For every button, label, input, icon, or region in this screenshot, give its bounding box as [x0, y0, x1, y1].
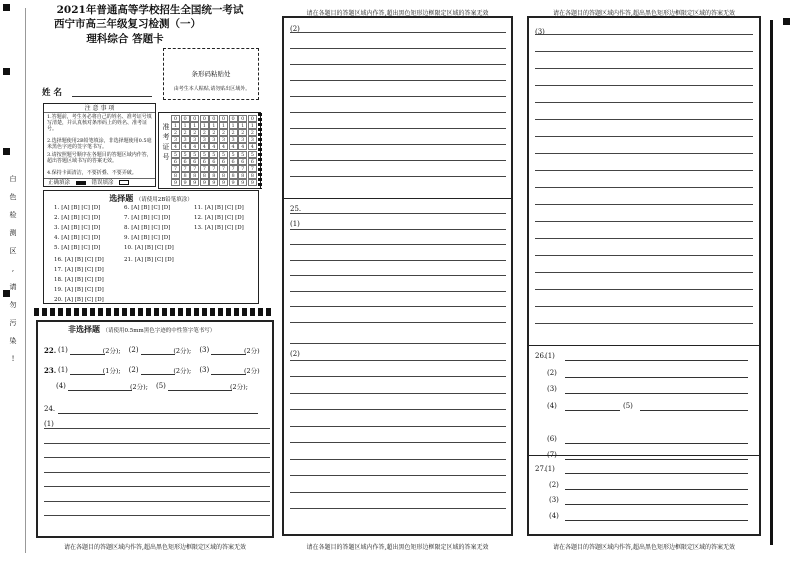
id-digit-bubble[interactable]: 8	[248, 172, 257, 179]
id-digit-bubble[interactable]: 1	[219, 122, 228, 129]
answer-line[interactable]	[535, 68, 753, 69]
answer-line[interactable]	[290, 343, 506, 344]
choice-section: 选择题 （请使用2B铅笔填涂） 1. [A] [B] [C] [D] 6. [A] [B] [C] [D] 11. [A] [B] [C] [D] 2. [A] [B] [C] [D] 7. [A] [B] [C] [D] 12. [A] [B] [C] [D] 3. [A] [B] [C] [D] 8. [A] [B] [C] [D] 13. [A] [B] [C] [D] 4. [A] [B] [C] [D] 9. [A] [B] [C] [D] 5. [A] [B] [C] [D] 10. [A] [B] [C] [D] 16. [A] [B] [C] [D] 21. [A] [B] [C] [D] 17. [A] [B] [C] [D] 18. [A] [B] [C] [D] 19. [A] [B] [C] [D] 20. [A] [B] [C] [D]	[43, 190, 259, 304]
answer-line[interactable]	[290, 96, 506, 97]
score-label: (2分)	[244, 367, 260, 375]
id-digit-bubble[interactable]: 9	[248, 179, 257, 186]
answer-line[interactable]	[290, 306, 506, 307]
part-label: (1)	[545, 352, 555, 360]
answer-line[interactable]	[44, 515, 270, 516]
mid-answer-box: (2) 25. (1) (2)	[282, 16, 513, 536]
answer-line[interactable]	[44, 428, 270, 429]
id-digit-bubble[interactable]: 6	[190, 158, 199, 165]
empty-mark-icon	[119, 180, 129, 185]
choice-item[interactable]: 16. [A] [B] [C] [D]	[54, 257, 104, 263]
blank-field[interactable]	[141, 374, 176, 375]
id-digit-bubble[interactable]: 4	[209, 143, 218, 150]
score-label: (2分);	[173, 347, 192, 355]
header-note-right: 请在各题目的答题区域内作答,超出黑色矩形边框限定区域的答案无效	[553, 10, 735, 17]
exam-title: 2021年普通高等学校招生全国统一考试	[56, 4, 244, 16]
choice-item[interactable]: 18. [A] [B] [C] [D]	[54, 277, 104, 283]
id-digit-bubble[interactable]: 4	[248, 143, 257, 150]
strip-divider	[25, 8, 26, 553]
id-digit-bubble[interactable]: 4	[190, 143, 199, 150]
blank-field[interactable]	[565, 504, 748, 505]
id-digit-bubble[interactable]: 8	[219, 172, 228, 179]
choice-item[interactable]: 9. [A] [B] [C] [D]	[124, 235, 171, 241]
part-label: (2)	[128, 366, 139, 374]
choice-item[interactable]: 11. [A] [B] [C] [D]	[194, 205, 244, 211]
answer-line[interactable]	[290, 128, 506, 129]
answer-line[interactable]	[535, 153, 753, 154]
id-digit-bubble[interactable]: 2	[209, 129, 218, 136]
id-digit-bubble[interactable]: 9	[200, 179, 209, 186]
exam-id-grid: 准考证号 0 1 2 3 4 5 6 7 8 9 0 1 2 3 4 5 6 7 8 9 0 1 2 3 4 5 6 7 8 9 0 1 2 3 4 5 6 7 8 9 0 1 2 3 4 5 6 7 8 9 0 1 2 3 4 5 6 7 8 9 0 1 2 3 4 5 6 7 8 9 0 1 2 3 4 5 6 7 8 9 0 1 2 3 4 5 6 7 8 9	[158, 112, 261, 189]
question-number: 23.	[44, 366, 57, 375]
answer-line[interactable]	[535, 238, 753, 239]
choice-item[interactable]: 17. [A] [B] [C] [D]	[54, 267, 104, 273]
q23b-row	[56, 382, 256, 392]
exam-subtitle: 西宁市高三年级复习检测（一）	[54, 18, 201, 30]
blank-field[interactable]	[70, 374, 105, 375]
blank-field[interactable]	[565, 377, 748, 378]
id-digit-bubble[interactable]: 7	[248, 165, 257, 172]
id-digit-bubble[interactable]: 1	[171, 122, 180, 129]
part-label: (3)	[549, 496, 559, 504]
id-digit-bubble[interactable]: 4	[219, 143, 228, 150]
blank-field[interactable]	[640, 410, 748, 411]
answer-line[interactable]	[535, 34, 753, 35]
q24-sub: (1)	[44, 420, 54, 428]
notice-item: 2.选择题使用2B铅笔填涂，非选择题使用0.5毫米黑色字迹的签字笔书写。	[47, 138, 152, 150]
blank-field[interactable]	[70, 354, 105, 355]
answer-line[interactable]	[290, 376, 506, 377]
alignment-mark	[3, 4, 10, 11]
part-label: (3)	[199, 366, 210, 374]
id-digit-bubble[interactable]: 1	[209, 122, 218, 129]
answer-line[interactable]	[535, 255, 753, 256]
id-digit-bubble[interactable]: 6	[229, 158, 238, 165]
separator-bar	[34, 308, 274, 316]
answer-line[interactable]	[535, 85, 753, 86]
answer-line[interactable]	[290, 32, 506, 33]
blank-field[interactable]	[211, 374, 246, 375]
blank-field[interactable]	[565, 473, 748, 474]
timing-marks	[258, 113, 262, 189]
blank-field[interactable]	[565, 360, 748, 361]
id-digit-bubble[interactable]: 9	[219, 179, 228, 186]
id-digit-bubble[interactable]: 8	[190, 172, 199, 179]
answer-line[interactable]	[290, 393, 506, 394]
id-digit-bubble[interactable]: 5	[190, 151, 199, 158]
answer-line[interactable]	[290, 508, 506, 509]
answer-line[interactable]	[535, 187, 753, 188]
answer-line[interactable]	[44, 501, 270, 502]
answer-line[interactable]	[290, 160, 506, 161]
id-digit-bubble[interactable]: 2	[171, 129, 180, 136]
id-digit-bubble[interactable]: 9	[171, 179, 180, 186]
part-label: (7)	[547, 451, 557, 459]
id-digit-bubble[interactable]: 3	[248, 136, 257, 143]
q24-answer-lines[interactable]	[44, 428, 270, 532]
choice-item[interactable]: 4. [A] [B] [C] [D]	[54, 235, 101, 241]
blank-field[interactable]	[141, 354, 176, 355]
blank-field[interactable]	[565, 443, 748, 444]
id-digit-bubble[interactable]: 5	[229, 151, 238, 158]
score-label: (1分);	[102, 367, 121, 375]
id-digit-bubble[interactable]: 7	[190, 165, 199, 172]
barcode-area: 条形码粘贴处 由考生本人粘贴,请勿贴出区域外。	[163, 48, 259, 100]
q27-parts	[535, 465, 753, 535]
answer-line[interactable]	[535, 323, 753, 324]
id-digit-bubble[interactable]: 6	[171, 158, 180, 165]
choice-item[interactable]: 5. [A] [B] [C] [D]	[54, 245, 101, 251]
answer-line[interactable]	[535, 51, 753, 52]
answer-line[interactable]	[290, 260, 506, 261]
answer-line[interactable]	[290, 459, 506, 460]
answer-line[interactable]	[535, 204, 753, 205]
answer-line[interactable]	[290, 426, 506, 427]
notice-item: 3.请按照题号顺序在各题目的答题区域内作答，超出答题区域书写的答案无效。	[47, 152, 152, 164]
answer-line[interactable]	[290, 144, 506, 145]
name-label: 姓 名	[42, 88, 62, 98]
id-digit-bubble[interactable]: 8	[229, 172, 238, 179]
choice-item[interactable]: 2. [A] [B] [C] [D]	[54, 215, 101, 221]
answer-line[interactable]	[535, 272, 753, 273]
right-edge-bar	[770, 20, 773, 545]
id-digit-bubble[interactable]: 1	[200, 122, 209, 129]
answer-line[interactable]	[535, 306, 753, 307]
blank-field[interactable]	[565, 520, 748, 521]
score-label: (2分);	[102, 347, 121, 355]
id-digit-bubble[interactable]: 3	[190, 136, 199, 143]
part-label: (6)	[547, 434, 557, 443]
id-digit-bubble[interactable]: 8	[171, 172, 180, 179]
header-note-mid: 请在各题目的答题区域内作答,超出黑色矩形边框限定区域的答案无效	[306, 10, 489, 17]
part-label: (1)	[545, 465, 555, 473]
score-label: (2分);	[130, 383, 148, 391]
id-digit-bubble[interactable]: 0	[238, 115, 247, 122]
id-digit-bubble[interactable]: 6	[219, 158, 228, 165]
answer-line[interactable]	[535, 102, 753, 103]
answer-line[interactable]	[290, 213, 506, 214]
id-digit-bubble[interactable]: 1	[238, 122, 247, 129]
q24-number: 24.	[44, 405, 56, 413]
id-digit-bubble[interactable]: 0	[248, 115, 257, 122]
answer-line[interactable]	[290, 409, 506, 410]
answer-line[interactable]	[44, 457, 270, 458]
id-digit-bubble[interactable]: 7	[200, 165, 209, 172]
blank-field[interactable]	[211, 354, 246, 355]
q25-2-lines[interactable]	[290, 343, 506, 533]
notice-item: 1.答题前，考生务必将自己的姓名、准考证号填写清楚，并认真核对条形码上的姓名、准考证号。	[47, 114, 152, 132]
answer-line[interactable]	[535, 119, 753, 120]
id-digit-bubble[interactable]: 2	[181, 129, 190, 136]
alignment-mark	[3, 68, 10, 75]
answer-line[interactable]	[44, 472, 270, 473]
answer-line[interactable]	[535, 170, 753, 171]
id-digit-bubble[interactable]: 1	[190, 122, 199, 129]
answer-line[interactable]	[44, 443, 270, 444]
blank-field[interactable]	[565, 489, 748, 490]
id-digit-bubble[interactable]: 2	[190, 129, 199, 136]
part-label: (5)	[156, 382, 166, 390]
id-digit-bubble[interactable]: 2	[219, 129, 228, 136]
score-label: (2分)	[244, 347, 260, 355]
id-digit-bubble[interactable]: 1	[181, 122, 190, 129]
id-digit-bubble[interactable]: 5	[171, 151, 180, 158]
part-label: (3)	[199, 346, 210, 354]
part-label: (4)	[56, 382, 66, 390]
right-answer-box: (3) 26. (1) (2) (3) (4) (5) (6) (7) 27. (1) (2) (3) (4)	[527, 16, 761, 536]
blank-field[interactable]	[565, 459, 748, 460]
answer-line[interactable]	[290, 244, 506, 245]
choice-item[interactable]: 13. [A] [B] [C] [D]	[194, 225, 244, 231]
mid-top-lines[interactable]	[290, 32, 506, 192]
nonchoice-section: 非选择题 （请使用0.5mm黑色字迹的中性签字笔书写） 22. (1) (2分); (2) (2分); (3) (2分) 23. (1) (1分); (2) (2分); (3) (2分) (4) (2分); (5) (2分); 24. (1)	[36, 320, 274, 538]
part-label: (1)	[58, 346, 68, 354]
answer-line[interactable]	[535, 289, 753, 290]
id-digit-bubble[interactable]: 5	[248, 151, 257, 158]
choice-item[interactable]: 20. [A] [B] [C] [D]	[54, 297, 104, 303]
part-label: (4)	[547, 401, 557, 410]
id-digit-bubble[interactable]: 0	[200, 115, 209, 122]
part-label: (2)	[549, 480, 559, 489]
answer-line[interactable]	[290, 80, 506, 81]
id-digit-bubble[interactable]: 1	[248, 122, 257, 129]
id-digit-bubble[interactable]: 3	[181, 136, 190, 143]
answer-line[interactable]	[290, 48, 506, 49]
id-digit-bubble[interactable]: 9	[229, 179, 238, 186]
id-digit-bubble[interactable]: 5	[200, 151, 209, 158]
blank-field[interactable]	[565, 393, 748, 394]
id-digit-bubble[interactable]: 0	[209, 115, 218, 122]
id-digit-columns[interactable]	[171, 115, 260, 187]
answer-line[interactable]	[290, 291, 506, 292]
choice-item[interactable]: 7. [A] [B] [C] [D]	[124, 215, 171, 221]
id-digit-bubble[interactable]: 4	[181, 143, 190, 150]
right-divider	[529, 345, 759, 346]
id-digit-bubble[interactable]: 7	[229, 165, 238, 172]
id-digit-bubble[interactable]: 3	[200, 136, 209, 143]
id-digit-bubble[interactable]: 7	[181, 165, 190, 172]
choice-item[interactable]: 6. [A] [B] [C] [D]	[124, 205, 171, 211]
id-digit-bubble[interactable]: 1	[229, 122, 238, 129]
id-digit-bubble[interactable]: 3	[209, 136, 218, 143]
choice-item[interactable]: 12. [A] [B] [C] [D]	[194, 215, 244, 221]
id-digit-bubble[interactable]: 8	[181, 172, 190, 179]
id-digit-bubble[interactable]: 9	[209, 179, 218, 186]
id-digit-bubble[interactable]: 4	[229, 143, 238, 150]
id-digit-bubble[interactable]: 7	[238, 165, 247, 172]
score-label: (2分);	[230, 383, 248, 391]
id-digit-bubble[interactable]: 0	[219, 115, 228, 122]
id-digit-bubble[interactable]: 2	[248, 129, 257, 136]
answer-line[interactable]	[44, 486, 270, 487]
id-digit-bubble[interactable]: 3	[238, 136, 247, 143]
part-label: (5)	[623, 401, 633, 410]
id-digit-bubble[interactable]: 3	[229, 136, 238, 143]
choice-item[interactable]: 1. [A] [B] [C] [D]	[54, 205, 101, 211]
id-digit-bubble[interactable]: 6	[238, 158, 247, 165]
blank-field[interactable]	[168, 390, 232, 391]
answer-line[interactable]	[290, 492, 506, 493]
answer-line[interactable]	[290, 112, 506, 113]
question-number: 22.	[44, 346, 57, 355]
filled-mark-icon	[76, 181, 86, 185]
id-digit-bubble[interactable]: 9	[190, 179, 199, 186]
footer-note-left: 请在各题目的答题区域内作答,超出黑色矩形边框限定区域的答案无效	[64, 544, 246, 551]
q23-row	[44, 366, 270, 376]
id-digit-bubble[interactable]: 0	[181, 115, 190, 122]
answer-line[interactable]	[290, 475, 506, 476]
footer-note-right: 请在各题目的答题区域内作答,超出黑色矩形边框限定区域的答案无效	[553, 544, 735, 551]
answer-line[interactable]	[535, 136, 753, 137]
choice-item[interactable]: 8. [A] [B] [C] [D]	[124, 225, 171, 231]
answer-line[interactable]	[290, 360, 506, 361]
id-digit-bubble[interactable]: 3	[171, 136, 180, 143]
answer-line[interactable]	[290, 229, 506, 230]
answer-line[interactable]	[290, 322, 506, 323]
id-digit-bubble[interactable]: 5	[219, 151, 228, 158]
id-digit-bubble[interactable]: 7	[219, 165, 228, 172]
blank-field[interactable]	[565, 410, 620, 411]
answer-line[interactable]	[290, 442, 506, 443]
alignment-mark	[783, 18, 790, 25]
id-digit-bubble[interactable]: 3	[219, 136, 228, 143]
id-digit-bubble[interactable]: 4	[238, 143, 247, 150]
right-top-lines[interactable]	[535, 34, 753, 344]
part-label: (3)	[547, 385, 557, 393]
part-label: (2)	[128, 346, 139, 354]
q24-line[interactable]	[58, 413, 258, 414]
id-digit-bubble[interactable]: 6	[200, 158, 209, 165]
id-digit-bubble[interactable]: 8	[209, 172, 218, 179]
mid-divider	[284, 198, 511, 199]
id-digit-bubble[interactable]: 2	[229, 129, 238, 136]
score-label: (2分);	[173, 367, 192, 375]
id-digit-bubble[interactable]: 7	[171, 165, 180, 172]
id-digit-bubble[interactable]: 9	[181, 179, 190, 186]
id-digit-bubble[interactable]: 6	[209, 158, 218, 165]
choice-item[interactable]: 21. [A] [B] [C] [D]	[124, 257, 174, 263]
choice-item[interactable]: 10. [A] [B] [C] [D]	[124, 245, 174, 251]
alignment-mark	[3, 148, 10, 155]
answer-line[interactable]	[290, 275, 506, 276]
part-label: (2)	[547, 368, 557, 377]
id-digit-bubble[interactable]: 2	[200, 129, 209, 136]
id-digit-bubble[interactable]: 4	[171, 143, 180, 150]
q25-1-lines[interactable]	[290, 213, 506, 338]
notice-box: 注 意 事 项 1.答题前，考生务必将自己的姓名、准考证号填写清楚，并认真核对条形码上的姓名、准考证号。 2.选择题使用2B铅笔填涂，非选择题使用0.5毫米黑色字迹的签字笔书写。 3.请按照题号顺序在各题目的答题区域内作答，超出答题区域书写的答案无效。 4.保持卡面清洁，不要折叠、不要弄破。 正确填涂 错误填涂	[43, 103, 156, 187]
left-strip: 白 色 检 测 区 , 请 勿 污 染 !	[9, 175, 17, 363]
id-digit-bubble[interactable]: 4	[200, 143, 209, 150]
answer-line[interactable]	[535, 221, 753, 222]
id-digit-bubble[interactable]: 5	[209, 151, 218, 158]
answer-line[interactable]	[290, 176, 506, 177]
answer-sheet-title: 理科综合 答题卡	[86, 33, 164, 45]
id-digit-bubble[interactable]: 5	[181, 151, 190, 158]
choice-item[interactable]: 19. [A] [B] [C] [D]	[54, 287, 104, 293]
id-digit-bubble[interactable]: 8	[238, 172, 247, 179]
blank-field[interactable]	[68, 390, 132, 391]
right-divider	[529, 455, 759, 456]
id-digit-bubble[interactable]: 6	[181, 158, 190, 165]
id-digit-bubble[interactable]: 2	[238, 129, 247, 136]
answer-line[interactable]	[290, 64, 506, 65]
id-digit-bubble[interactable]: 8	[200, 172, 209, 179]
notice-item: 4.保持卡面清洁，不要折叠、不要弄破。	[47, 170, 137, 176]
fill-legend: 正确填涂 错误填涂	[44, 178, 155, 188]
footer-note-mid: 请在各题目的答题区域内作答,超出黑色矩形边框限定区域的答案无效	[306, 544, 489, 551]
id-digit-bubble[interactable]: 9	[238, 179, 247, 186]
part-label: (4)	[549, 511, 559, 520]
name-field[interactable]	[72, 96, 152, 97]
choice-item[interactable]: 3. [A] [B] [C] [D]	[54, 225, 101, 231]
q26-parts	[535, 352, 753, 459]
id-digit-bubble[interactable]: 0	[171, 115, 180, 122]
id-digit-bubble[interactable]: 0	[190, 115, 199, 122]
id-digit-bubble[interactable]: 6	[248, 158, 257, 165]
id-digit-bubble[interactable]: 0	[229, 115, 238, 122]
part-label: (1)	[58, 366, 68, 374]
q22-row	[44, 346, 270, 356]
id-digit-bubble[interactable]: 5	[238, 151, 247, 158]
id-digit-bubble[interactable]: 7	[209, 165, 218, 172]
